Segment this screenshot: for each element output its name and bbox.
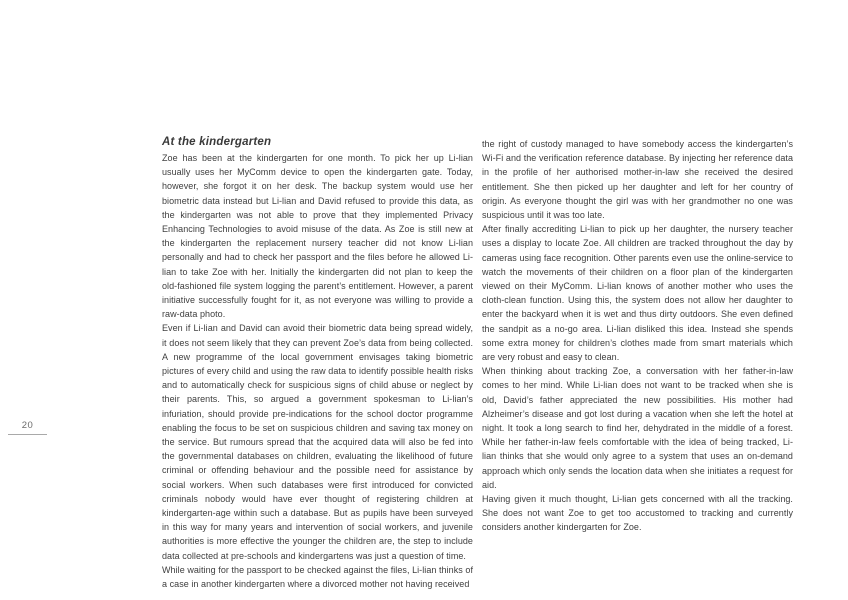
paragraph: Zoe has been at the kindergarten for one month. To pick her up Li-lian usually uses her MyComm device to open the kindergarten gate. Today, however, she forgot it on her desk. The backup system would use her biometric data instead but Li-lian and David refused to provide this data, as the kindergarten was not able to prove that they implemented Privacy Enhancing Technologies to avoid misuse of the data. As Zoe is still new at the kindergarten the replacement nursery teacher did not know Li-lian personally and had to check her passport and the files before he allowed Li-lian to take Zoe with her. Initially the kindergarten did not plan to keep the old-fashioned file system logging the parent’s entitlement. However, a parent initiative successfully fought for it, as not everyone was willing to provide a raw-data photo. [162,153,473,320]
left-column [162,133,473,591]
text-columns [162,133,793,591]
paragraph: After finally accrediting Li-lian to pick up her daughter, the nursery teacher uses a display to locate Zoe. All children are tracked throughout the day by cameras using face recognition. Other parents even use the online-service to watch the movements of their children on a floor plan of the kindergarten viewed on their MyComm. Li-lian knows of another mother who uses the cloth-clean function. Using this, the system does not allow her daughter to enter the backyard when it is wet and thus dirty outdoors. She even defined the sandpit as a no-go area. Li-lian disliked this idea. Instead she spends some extra money for children’s clothes made from smart materials which are very robust and easy to clean. [482,224,793,363]
paragraph: While waiting for the passport to be checked against the files, Li-lian thinks of a case in another kindergarten where a divorced mother not having received [162,564,473,590]
paragraph: Having given it much thought, Li-lian gets concerned with all the tracking. She does not want Zoe to get too accustomed to tracking and currently considers another kindergarten for Zoe. [482,494,793,533]
paragraph: When thinking about tracking Zoe, a conversation with her father-in-law comes to her mind. While Li-lian does not want to be tracked when she is old, David’s father appreciated the new possibilities. His mother had Alzheimer’s disease and got lost during a vacation when she left the hotel at night. It took a long search to find her, dehydrated in the middle of a forest. While her father-in-law feels comfortable with the idea of being tracked, Li-lian thinks that she would only agree to a system that uses an on-demand approach which only sends the location data when she initiates a request for aid. [482,366,793,490]
right-column [482,133,793,591]
paragraph: the right of custody managed to have somebody access the kindergarten’s Wi-Fi and the verification reference database. By injecting her reference data in the profile of her authorised mother-in-law she received the desired entitlement. She then picked up her daughter and left for her country of origin. As everyone thought the girl was with her grandmother no one was suspicious until it was too late. [482,139,793,221]
section-heading: At the kindergarten [162,136,272,148]
paragraph: Even if Li-lian and David can avoid their biometric data being spread widely, it does not seem likely that they can prevent Zoe’s data from being collected. A new programme of the local government envisages taking biometric pictures of every child and using the raw data to identify possible health risks and to automatically check for suspicious signs of child abuse or neglect by their parents. This, so argued a government spokesman to Li-lian’s infuriation, should provide pre-indications for the school doctor programme enabling the focus to be set on suspicious children and saving tax money on the service. But rumours spread that the acquired data will also be fed into the governmental databases on children, evaluating the likelihood of future criminal or offending behaviour and the possible need for assistance by social workers. When such databases were first introduced for convicted criminals nobody would have ever thought of registering children at kindergarten-age within such a database. But as pupils have been surveyed in this way for many years and intervention of social workers, and juvenile authorities is more effective the younger the children are, the step to include data collected at pre-schools and kindergartens was just a question of time. [162,323,473,561]
page-number: 20 [8,420,47,435]
